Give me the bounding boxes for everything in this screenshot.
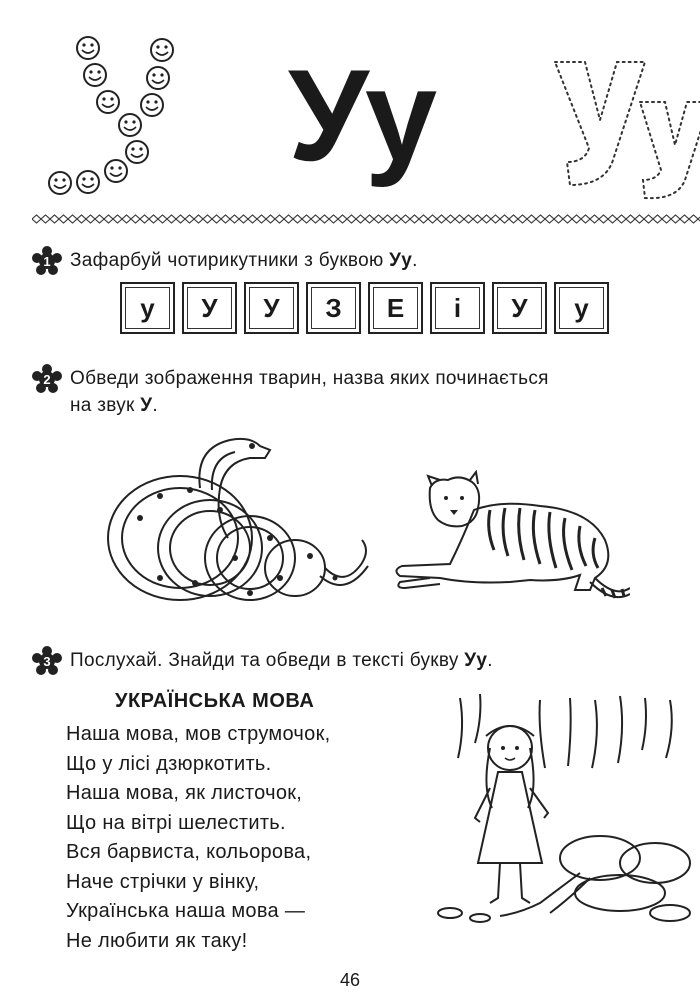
girl-illustration bbox=[420, 688, 700, 928]
decorative-divider bbox=[32, 212, 700, 226]
letter-box[interactable]: Е bbox=[368, 282, 423, 334]
letter-box[interactable]: у bbox=[120, 282, 175, 334]
poem-line: Наша мова, мов струмочок, bbox=[66, 723, 331, 745]
smiley-letter-u bbox=[40, 30, 190, 205]
page-number: 46 bbox=[339, 970, 361, 990]
poem-text[interactable] bbox=[66, 720, 330, 956]
letter-box[interactable]: і bbox=[430, 282, 485, 334]
letter-boxes bbox=[120, 282, 609, 334]
letter-box[interactable]: у bbox=[554, 282, 609, 334]
task-number-1-icon bbox=[32, 246, 62, 276]
svg-text:1: 1 bbox=[43, 254, 51, 269]
poem-line: Що у лісі дзюркотить. bbox=[66, 752, 272, 775]
letter-box[interactable]: У bbox=[492, 282, 547, 334]
svg-text:3: 3 bbox=[43, 654, 51, 669]
letter-box[interactable]: У bbox=[244, 282, 299, 334]
tiger-illustration[interactable] bbox=[390, 470, 630, 610]
letter-box[interactable]: З bbox=[306, 282, 361, 334]
snake-illustration[interactable] bbox=[100, 428, 380, 618]
poem-line: Наша мова, як листочок, bbox=[66, 782, 303, 804]
poem-line: Українська наша мова — bbox=[66, 900, 306, 922]
poem-title: УКРАЇНСЬКА МОВА bbox=[115, 690, 315, 712]
poem-line: Що на вітрі шелестить. bbox=[66, 811, 286, 834]
task-1-instruction: Зафарбуй чотирикутники з буквою Уу. bbox=[70, 250, 418, 271]
task-3-instruction: Послухай. Знайди та обведи в тексті букву Уу. bbox=[70, 650, 493, 671]
poem-line: Наче стрічки у вінку, bbox=[66, 870, 260, 893]
dotted-letter-outline bbox=[545, 50, 700, 200]
task-number-2-icon bbox=[32, 364, 62, 394]
poem-line: Не любити як таку! bbox=[66, 929, 248, 952]
poem-line: Вся барвиста, кольорова, bbox=[66, 841, 312, 863]
big-letter-title: Уу bbox=[288, 42, 434, 188]
letter-box[interactable]: У bbox=[182, 282, 237, 334]
task-number-3-icon bbox=[32, 646, 62, 676]
task-2-instruction: Обведи зображення тварин, назва яких починається на звук У. bbox=[70, 368, 549, 416]
svg-text:2: 2 bbox=[43, 372, 51, 387]
